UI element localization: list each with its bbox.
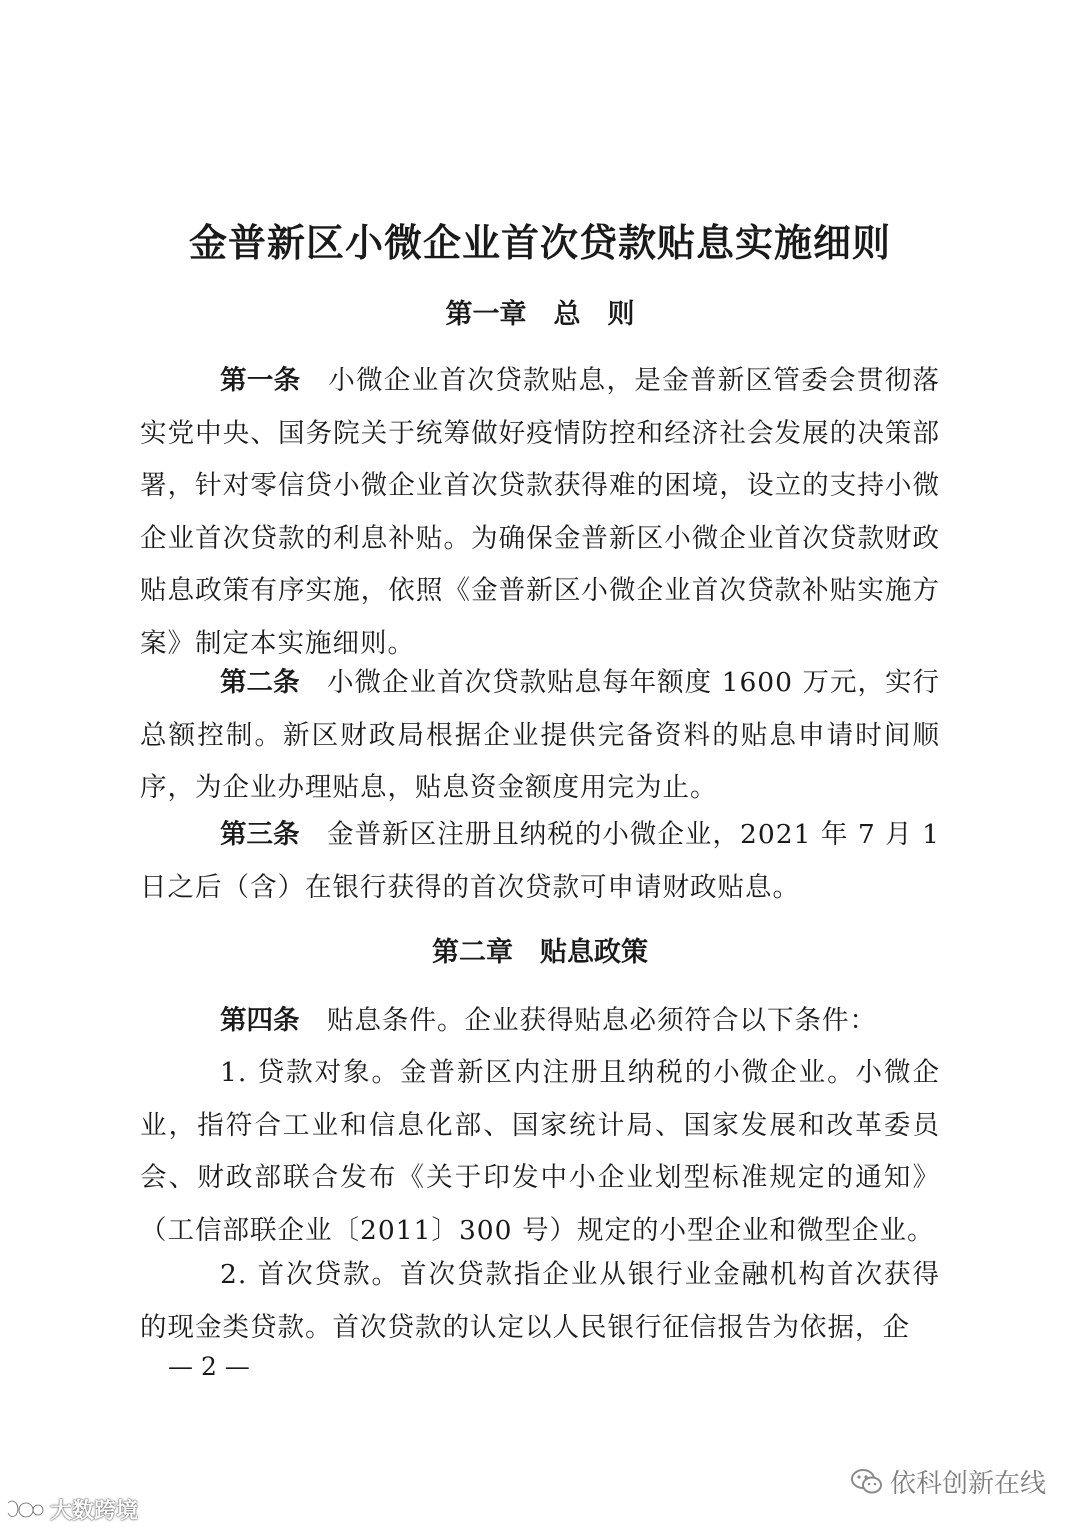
article-2 [140, 657, 940, 815]
watermark-left [4, 1494, 138, 1525]
article-text: 小微企业首次贷款贴息，是金普新区管委会贯彻落实党中央、国务院关于统筹做好疫情防控和经济社会发展的决策部署，针对零信贷小微企业首次贷款获得难的困境，设立的支持小微企业首次贷款的利息补贴。为确保金普新区小微企业首次贷款财政贴息政策有序实施，依照《金普新区小微企业首次贷款补贴实施方案》制定本实施细则。 [140, 365, 941, 659]
wechat-icon [850, 1468, 884, 1496]
list-item: 1. 贷款对象。金普新区内注册且纳税的小微企业。小微企业，指符合工业和信息化部、国家统计局、国家发展和改革委员会、财政部联合发布《关于印发中小企业划型标准规定的通知》（工信部联企业〔2011〕300 号）规定的小型企业和微型企业。 [140, 1057, 940, 1246]
chapter-heading-1: 第一章 总 则 [445, 299, 635, 330]
chapter-heading-2: 第二章 贴息政策 [432, 937, 648, 968]
article-3 [140, 809, 940, 914]
page-number: — 2 — [168, 1352, 250, 1381]
article-text: 金普新区注册且纳税的小微企业，2021 年 7 月 1 日之后（含）在银行获得的首次贷款可申请财政贴息。 [140, 819, 940, 903]
article-label: 第三条 [220, 819, 300, 850]
watermark-right [850, 1463, 1046, 1500]
watermark-left-text: 大数跨境 [50, 1499, 139, 1524]
document-title: 金普新区小微企业首次贷款贴息实施细则 [188, 221, 891, 265]
article-label: 第一条 [220, 365, 301, 396]
watermark-right-text: 依科创新在线 [889, 1469, 1046, 1499]
article-label: 第四条 [220, 1005, 300, 1036]
article-4 [140, 995, 940, 1048]
article-text: 小微企业首次贷款贴息每年额度 1600 万元，实行总额控制。新区财政局根据企业提供完备资料的贴息申请时间顺序，为企业办理贴息，贴息资金额度用完为止。 [140, 667, 940, 803]
article-1 [140, 355, 940, 670]
brand-logo-icon [4, 1497, 46, 1523]
article-label: 第二条 [220, 667, 300, 698]
list-item: 2. 首次贷款。首次贷款指企业从银行业金融机构首次获得的现金类贷款。首次贷款的认定以人民银行征信报告为依据，企 [140, 1259, 940, 1343]
article-text: 贴息条件。企业获得贴息必须符合以下条件： [299, 1005, 877, 1036]
